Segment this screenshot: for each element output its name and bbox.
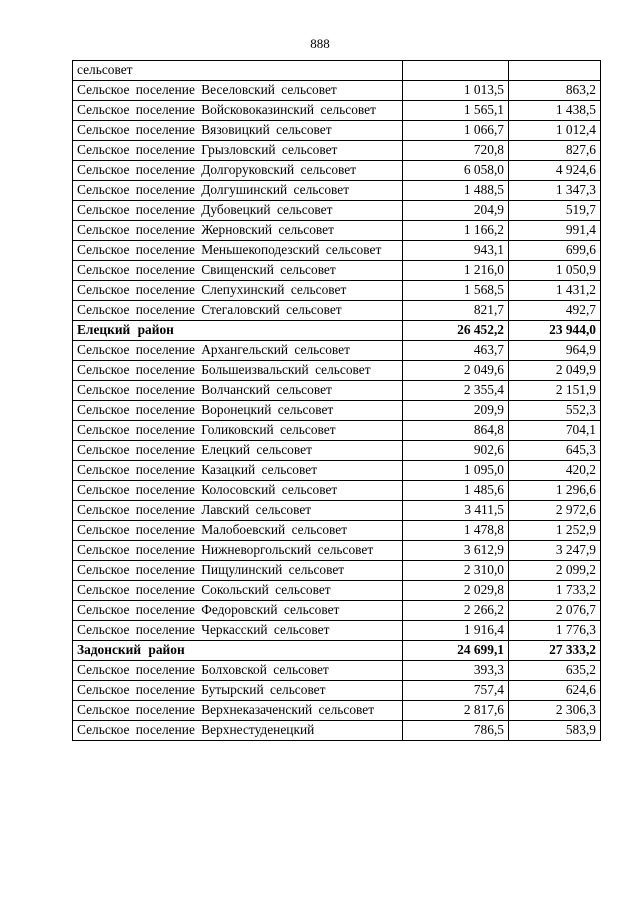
row-value-2-cell: 1 347,3 bbox=[509, 181, 601, 201]
row-value-1-cell: 1 166,2 bbox=[403, 221, 509, 241]
row-value-1-cell: 1 478,8 bbox=[403, 521, 509, 541]
table-row bbox=[73, 441, 601, 461]
table-row bbox=[73, 141, 601, 161]
row-name-cell: Сельское поселение Веселовский сельсовет bbox=[73, 81, 403, 101]
row-value-2-cell: 420,2 bbox=[509, 461, 601, 481]
row-value-2-cell: 2 306,3 bbox=[509, 701, 601, 721]
row-name-cell: Сельское поселение Верхнестуденецкий bbox=[73, 721, 403, 741]
table-row bbox=[73, 401, 601, 421]
row-value-2-cell: 1 252,9 bbox=[509, 521, 601, 541]
row-value-1-cell: 943,1 bbox=[403, 241, 509, 261]
row-value-1-cell: 864,8 bbox=[403, 421, 509, 441]
row-value-1-cell: 2 049,6 bbox=[403, 361, 509, 381]
table-row bbox=[73, 701, 601, 721]
row-value-1-cell: 3 411,5 bbox=[403, 501, 509, 521]
row-name-cell: Сельское поселение Архангельский сельсовет bbox=[73, 341, 403, 361]
table-row bbox=[73, 521, 601, 541]
table-row bbox=[73, 501, 601, 521]
row-name-cell: Сельское поселение Черкасский сельсовет bbox=[73, 621, 403, 641]
row-name-cell: Задонский район bbox=[73, 641, 403, 661]
table-row bbox=[73, 61, 601, 81]
row-value-1-cell: 1 565,1 bbox=[403, 101, 509, 121]
row-value-1-cell bbox=[403, 61, 509, 81]
row-value-1-cell: 821,7 bbox=[403, 301, 509, 321]
table-row bbox=[73, 621, 601, 641]
row-value-1-cell: 1 568,5 bbox=[403, 281, 509, 301]
row-name-cell: Сельское поселение Долгоруковский сельсовет bbox=[73, 161, 403, 181]
row-name-cell: Сельское поселение Грызловский сельсовет bbox=[73, 141, 403, 161]
row-name-cell: Сельское поселение Нижневоргольский сельсовет bbox=[73, 541, 403, 561]
table-row bbox=[73, 661, 601, 681]
table-row bbox=[73, 221, 601, 241]
row-value-1-cell: 1 916,4 bbox=[403, 621, 509, 641]
district-row bbox=[73, 321, 601, 341]
row-value-2-cell: 2 972,6 bbox=[509, 501, 601, 521]
row-value-1-cell: 2 310,0 bbox=[403, 561, 509, 581]
row-name-cell: Сельское поселение Сокольский сельсовет bbox=[73, 581, 403, 601]
table-row bbox=[73, 301, 601, 321]
row-name-cell: сельсовет bbox=[73, 61, 403, 81]
row-name-cell: Сельское поселение Меньшекоподезский сельсовет bbox=[73, 241, 403, 261]
table-row bbox=[73, 461, 601, 481]
table-row bbox=[73, 601, 601, 621]
table-row bbox=[73, 381, 601, 401]
row-value-2-cell: 1 733,2 bbox=[509, 581, 601, 601]
row-name-cell: Сельское поселение Федоровский сельсовет bbox=[73, 601, 403, 621]
row-value-1-cell: 1 013,5 bbox=[403, 81, 509, 101]
table-row bbox=[73, 201, 601, 221]
table-row bbox=[73, 681, 601, 701]
row-name-cell: Сельское поселение Воронецкий сельсовет bbox=[73, 401, 403, 421]
row-value-2-cell: 2 076,7 bbox=[509, 601, 601, 621]
row-value-2-cell: 2 049,9 bbox=[509, 361, 601, 381]
row-value-2-cell: 863,2 bbox=[509, 81, 601, 101]
table-row bbox=[73, 161, 601, 181]
row-value-2-cell: 704,1 bbox=[509, 421, 601, 441]
table-row bbox=[73, 421, 601, 441]
table-row bbox=[73, 361, 601, 381]
row-value-1-cell: 3 612,9 bbox=[403, 541, 509, 561]
table-row bbox=[73, 481, 601, 501]
row-name-cell: Сельское поселение Волчанский сельсовет bbox=[73, 381, 403, 401]
row-value-2-cell: 23 944,0 bbox=[509, 321, 601, 341]
row-value-2-cell: 1 050,9 bbox=[509, 261, 601, 281]
row-value-1-cell: 24 699,1 bbox=[403, 641, 509, 661]
row-value-2-cell: 827,6 bbox=[509, 141, 601, 161]
row-value-1-cell: 2 029,8 bbox=[403, 581, 509, 601]
row-value-1-cell: 757,4 bbox=[403, 681, 509, 701]
row-value-2-cell: 2 099,2 bbox=[509, 561, 601, 581]
budget-table-body bbox=[73, 61, 601, 741]
row-name-cell: Сельское поселение Стегаловский сельсовет bbox=[73, 301, 403, 321]
row-value-1-cell: 6 058,0 bbox=[403, 161, 509, 181]
row-name-cell: Сельское поселение Малобоевский сельсовет bbox=[73, 521, 403, 541]
row-value-1-cell: 902,6 bbox=[403, 441, 509, 461]
row-value-2-cell: 583,9 bbox=[509, 721, 601, 741]
budget-table bbox=[72, 60, 601, 741]
row-value-1-cell: 1 066,7 bbox=[403, 121, 509, 141]
row-value-1-cell: 2 817,6 bbox=[403, 701, 509, 721]
row-value-2-cell: 1 431,2 bbox=[509, 281, 601, 301]
row-value-2-cell: 552,3 bbox=[509, 401, 601, 421]
table-row bbox=[73, 261, 601, 281]
row-value-2-cell: 492,7 bbox=[509, 301, 601, 321]
row-value-1-cell: 1 485,6 bbox=[403, 481, 509, 501]
row-value-1-cell: 463,7 bbox=[403, 341, 509, 361]
district-row bbox=[73, 641, 601, 661]
row-value-2-cell: 964,9 bbox=[509, 341, 601, 361]
row-name-cell: Сельское поселение Слепухинский сельсовет bbox=[73, 281, 403, 301]
row-value-1-cell: 209,9 bbox=[403, 401, 509, 421]
row-value-2-cell: 2 151,9 bbox=[509, 381, 601, 401]
table-row bbox=[73, 581, 601, 601]
row-name-cell: Сельское поселение Лавский сельсовет bbox=[73, 501, 403, 521]
row-value-1-cell: 720,8 bbox=[403, 141, 509, 161]
row-value-2-cell: 624,6 bbox=[509, 681, 601, 701]
row-name-cell: Сельское поселение Пищулинский сельсовет bbox=[73, 561, 403, 581]
row-name-cell: Сельское поселение Долгушинский сельсовет bbox=[73, 181, 403, 201]
row-name-cell: Сельское поселение Войсковоказинский сельсовет bbox=[73, 101, 403, 121]
row-name-cell: Сельское поселение Верхнеказаченский сельсовет bbox=[73, 701, 403, 721]
table-row bbox=[73, 181, 601, 201]
row-value-2-cell: 699,6 bbox=[509, 241, 601, 261]
row-value-1-cell: 26 452,2 bbox=[403, 321, 509, 341]
row-value-1-cell: 1 488,5 bbox=[403, 181, 509, 201]
row-name-cell: Сельское поселение Казацкий сельсовет bbox=[73, 461, 403, 481]
row-name-cell: Сельское поселение Голиковский сельсовет bbox=[73, 421, 403, 441]
table-row bbox=[73, 241, 601, 261]
row-value-1-cell: 393,3 bbox=[403, 661, 509, 681]
row-value-2-cell: 519,7 bbox=[509, 201, 601, 221]
row-name-cell: Сельское поселение Жерновский сельсовет bbox=[73, 221, 403, 241]
table-row bbox=[73, 281, 601, 301]
row-value-1-cell: 2 266,2 bbox=[403, 601, 509, 621]
row-name-cell: Сельское поселение Елецкий сельсовет bbox=[73, 441, 403, 461]
table-row bbox=[73, 561, 601, 581]
row-name-cell: Сельское поселение Дубовецкий сельсовет bbox=[73, 201, 403, 221]
row-name-cell: Сельское поселение Вязовицкий сельсовет bbox=[73, 121, 403, 141]
row-name-cell: Сельское поселение Большеизвальский сельсовет bbox=[73, 361, 403, 381]
row-value-2-cell: 635,2 bbox=[509, 661, 601, 681]
table-row bbox=[73, 721, 601, 741]
row-value-2-cell: 645,3 bbox=[509, 441, 601, 461]
row-value-1-cell: 1 216,0 bbox=[403, 261, 509, 281]
row-value-1-cell: 204,9 bbox=[403, 201, 509, 221]
table-row bbox=[73, 81, 601, 101]
table-row bbox=[73, 121, 601, 141]
table-row bbox=[73, 541, 601, 561]
row-name-cell: Сельское поселение Болховской сельсовет bbox=[73, 661, 403, 681]
table-row bbox=[73, 101, 601, 121]
row-value-2-cell: 1 776,3 bbox=[509, 621, 601, 641]
row-name-cell: Сельское поселение Колосовский сельсовет bbox=[73, 481, 403, 501]
row-value-2-cell: 27 333,2 bbox=[509, 641, 601, 661]
row-name-cell: Сельское поселение Бутырский сельсовет bbox=[73, 681, 403, 701]
page-number: 888 bbox=[310, 36, 330, 51]
row-value-2-cell: 1 012,4 bbox=[509, 121, 601, 141]
row-value-2-cell: 3 247,9 bbox=[509, 541, 601, 561]
row-value-1-cell: 786,5 bbox=[403, 721, 509, 741]
row-name-cell: Елецкий район bbox=[73, 321, 403, 341]
row-value-2-cell bbox=[509, 61, 601, 81]
row-value-1-cell: 1 095,0 bbox=[403, 461, 509, 481]
row-name-cell: Сельское поселение Свищенский сельсовет bbox=[73, 261, 403, 281]
row-value-1-cell: 2 355,4 bbox=[403, 381, 509, 401]
row-value-2-cell: 1 296,6 bbox=[509, 481, 601, 501]
table-row bbox=[73, 341, 601, 361]
row-value-2-cell: 991,4 bbox=[509, 221, 601, 241]
row-value-2-cell: 1 438,5 bbox=[509, 101, 601, 121]
row-value-2-cell: 4 924,6 bbox=[509, 161, 601, 181]
